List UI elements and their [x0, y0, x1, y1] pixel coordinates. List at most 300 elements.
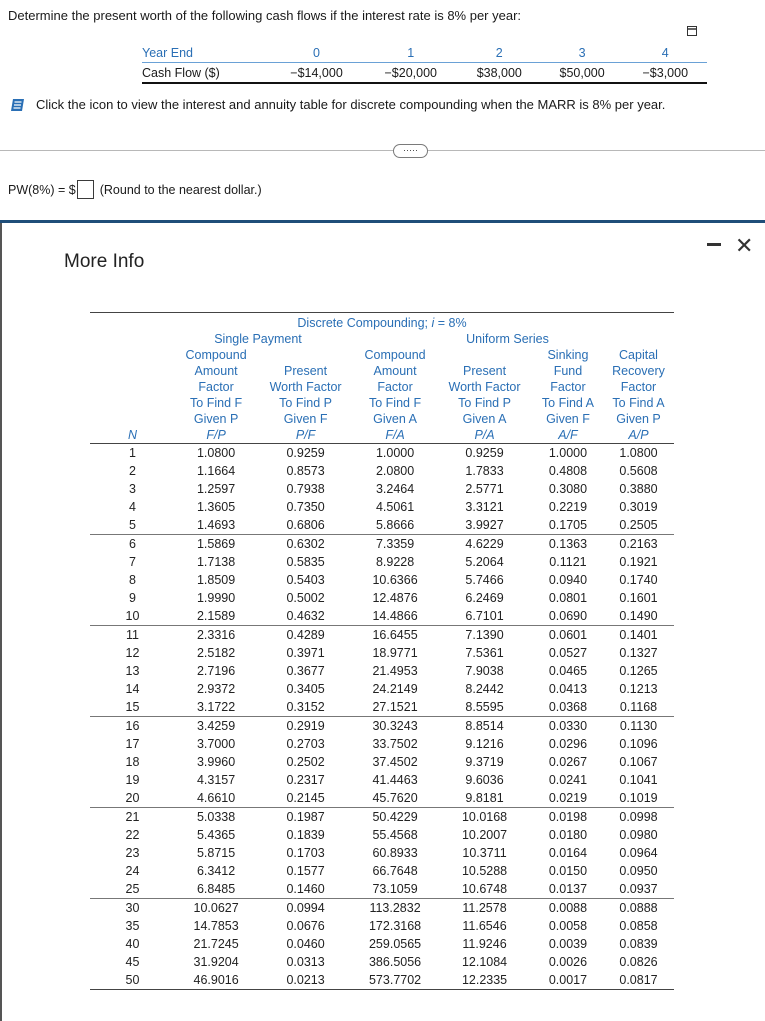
- factor-cell: 0.5835: [286, 555, 325, 569]
- answer-input[interactable]: [77, 180, 94, 199]
- column-header: F/P: [175, 427, 257, 444]
- column-header: Given A: [373, 412, 417, 426]
- column-header: Worth Factor: [448, 380, 521, 394]
- factor-cell: 0.5608: [619, 464, 658, 478]
- period-cell: 20: [125, 791, 140, 805]
- factor-cell: 12.2335: [436, 971, 533, 990]
- factor-cell: 0.0676: [286, 919, 325, 933]
- n-header: [90, 411, 175, 427]
- table-row: [90, 553, 674, 571]
- factor-cell: 0.1401: [603, 626, 674, 645]
- factor-cell: 46.9016: [175, 971, 257, 990]
- factor-cell: 37.4502: [372, 755, 418, 769]
- factor-cell: 0.0858: [619, 919, 658, 933]
- factor-cell: 0.2919: [257, 717, 354, 736]
- expand-button[interactable]: ·····: [393, 144, 428, 158]
- column-header: Given A: [462, 412, 507, 426]
- column-header: Recovery: [612, 364, 665, 378]
- factor-cell: 5.7466: [465, 573, 504, 587]
- factor-cell: 66.7648: [372, 864, 418, 878]
- factor-cell: 1.1664: [196, 464, 236, 478]
- factor-cell: 3.1722: [196, 700, 236, 714]
- dialog-title: More Info: [64, 251, 145, 272]
- column-header: Amount: [373, 364, 417, 378]
- close-icon[interactable]: ✕: [735, 233, 754, 258]
- factor-cell: 5.8666: [375, 518, 415, 532]
- factor-cell: 0.0980: [619, 828, 658, 842]
- factor-cell: 11.6546: [462, 919, 507, 933]
- table-row: [90, 935, 674, 953]
- factor-cell: 0.3880: [619, 482, 658, 496]
- factor-cell: 0.1168: [619, 700, 658, 714]
- factor-cell: 1.2597: [196, 482, 236, 496]
- period-cell: 7: [129, 555, 136, 569]
- period-cell: 23: [125, 846, 140, 860]
- factor-cell: 0.0994: [257, 899, 354, 918]
- factor-cell: 0.0601: [533, 626, 603, 645]
- period-cell: 2: [129, 464, 136, 478]
- factor-cell: 0.2163: [603, 535, 674, 554]
- factor-cell: 3.2464: [375, 482, 415, 496]
- table-row: [90, 717, 674, 736]
- factor-cell: 0.6302: [257, 535, 354, 554]
- answer-hint: (Round to the nearest dollar.): [99, 182, 262, 197]
- n-header: [90, 395, 175, 411]
- factor-cell: 0.5403: [286, 573, 325, 587]
- factor-cell: 0.0690: [548, 609, 588, 623]
- factor-cell: 30.3243: [354, 717, 436, 736]
- factor-cell: 33.7502: [372, 737, 418, 751]
- period-cell: 4: [129, 500, 136, 514]
- factor-cell: 0.1460: [286, 882, 325, 896]
- table-row: [90, 735, 674, 753]
- factor-cell: 0.6806: [286, 518, 325, 532]
- column-header: Given F: [283, 412, 328, 426]
- period-cell: 9: [129, 591, 136, 605]
- factor-cell: 8.2442: [465, 682, 504, 696]
- factor-cell: 0.0998: [603, 808, 674, 827]
- factor-cell: 11.9246: [462, 937, 507, 951]
- factor-cell: 0.0026: [548, 955, 588, 969]
- factor-cell: 1.0000: [375, 446, 415, 460]
- factor-cell: 0.0241: [548, 773, 588, 787]
- factor-cell: 1.8509: [196, 573, 236, 587]
- factor-cell: 4.6229: [436, 535, 533, 554]
- caption-prefix: Discrete Compounding;: [297, 316, 432, 330]
- year-cell: 3: [541, 43, 624, 63]
- factor-cell: 0.0330: [533, 717, 603, 736]
- factor-cell: 9.1216: [465, 737, 504, 751]
- column-header: Amount: [194, 364, 238, 378]
- period-cell: 25: [125, 882, 140, 896]
- factor-cell: 0.7938: [286, 482, 325, 496]
- factor-cell: 0.1327: [619, 646, 658, 660]
- period-cell: 30: [90, 899, 175, 918]
- period-cell: 5: [129, 518, 136, 532]
- factor-cell: 0.7350: [286, 500, 325, 514]
- factor-cell: 0.0017: [533, 971, 603, 990]
- factor-cell: 0.0198: [533, 808, 603, 827]
- period-cell: 6: [90, 535, 175, 554]
- table-row: [90, 844, 674, 862]
- factor-cell: 2.7196: [196, 664, 236, 678]
- column-header: Worth Factor: [269, 380, 342, 394]
- factor-cell: 0.1577: [286, 864, 325, 878]
- factor-cell: 5.4365: [196, 828, 236, 842]
- factor-cell: 9.6036: [465, 773, 504, 787]
- factor-cell: 2.9372: [196, 682, 236, 696]
- factor-cell: 0.3677: [286, 664, 325, 678]
- column-header: Factor: [377, 380, 413, 394]
- table-block: [90, 717, 674, 808]
- factor-cell: 73.1059: [372, 882, 418, 896]
- factor-cell: 9.8181: [465, 791, 504, 805]
- cash-flow-cell: −$3,000: [624, 63, 707, 84]
- table-caption: [90, 312, 674, 331]
- factor-cell: 0.1096: [619, 737, 658, 751]
- factor-cell: 1.4693: [196, 518, 236, 532]
- table-row: [90, 644, 674, 662]
- table-row: [90, 953, 674, 971]
- period-cell: 22: [125, 828, 140, 842]
- factor-cell: 0.0937: [619, 882, 658, 896]
- factor-cell: 10.6366: [372, 573, 418, 587]
- year-cell: 4: [624, 43, 707, 63]
- factor-cell: 2.1589: [196, 609, 236, 623]
- factor-cell: 0.1019: [619, 791, 658, 805]
- answer-prefix: PW(8%) = $: [8, 182, 76, 197]
- factor-cell: 3.3121: [465, 500, 504, 514]
- column-header: Present: [284, 364, 328, 378]
- factor-cell: 1.0800: [619, 446, 658, 460]
- period-cell: 19: [125, 773, 140, 787]
- factor-cell: 31.9204: [193, 955, 239, 969]
- factor-cell: 0.2145: [286, 791, 325, 805]
- column-header: To Find F: [369, 396, 422, 410]
- column-header: Given F: [546, 412, 590, 426]
- factor-cell: 7.9038: [465, 664, 504, 678]
- factor-cell: 1.7833: [465, 464, 504, 478]
- factor-cell: 14.4866: [372, 609, 418, 623]
- period-cell: 21: [90, 808, 175, 827]
- column-header: Present: [463, 364, 507, 378]
- column-header: Factor: [550, 380, 586, 394]
- table-row: [90, 607, 674, 626]
- column-header: Sinking: [547, 348, 589, 362]
- factor-cell: 0.2502: [286, 755, 325, 769]
- cash-flow-table: [142, 43, 707, 84]
- popout-icon[interactable]: [687, 26, 697, 36]
- factor-cell: 7.3359: [354, 535, 436, 554]
- factor-cell: 0.0801: [548, 591, 588, 605]
- factor-cell: 0.2505: [619, 518, 658, 532]
- table-row: [90, 680, 674, 698]
- factor-cell: 41.4463: [372, 773, 418, 787]
- table-row: [90, 662, 674, 680]
- factor-cell: 0.0058: [548, 919, 588, 933]
- factor-cell: 27.1521: [372, 700, 418, 714]
- column-header: Fund: [553, 364, 583, 378]
- group-single-payment: Single Payment: [214, 332, 302, 346]
- factor-cell: 0.1490: [619, 609, 658, 623]
- table-block: [90, 626, 674, 717]
- question-text: Determine the present worth of the following cash flows if the interest rate is 8% per year:: [8, 8, 522, 23]
- column-header: P/A: [436, 427, 533, 444]
- caption-variable: i: [431, 316, 435, 330]
- factor-cell: 8.8514: [436, 717, 533, 736]
- cash-flow-label: Cash Flow ($): [142, 63, 269, 84]
- cash-flow-row: [142, 63, 707, 84]
- table-row: [90, 753, 674, 771]
- table-block: [90, 899, 674, 990]
- factor-cell: 0.4632: [286, 609, 325, 623]
- table-row: [90, 808, 674, 827]
- factor-cell: 2.0800: [375, 464, 415, 478]
- table-row: [90, 771, 674, 789]
- year-label: Year End: [142, 43, 269, 63]
- factor-cell: 4.5061: [375, 500, 415, 514]
- factor-cell: 0.8573: [286, 464, 325, 478]
- factor-cell: 24.2149: [372, 682, 418, 696]
- factor-cell: 8.9228: [375, 555, 415, 569]
- factor-cell: 2.3316: [175, 626, 257, 645]
- factor-cell: 0.1705: [548, 518, 588, 532]
- table-block: [90, 808, 674, 899]
- table-row: [90, 826, 674, 844]
- factor-cell: 0.2317: [286, 773, 325, 787]
- table-block: [90, 444, 674, 535]
- cash-flow-cell: $38,000: [458, 63, 541, 84]
- factor-cell: 0.0219: [548, 791, 588, 805]
- answer-line: [8, 180, 262, 199]
- factor-cell: 0.1067: [619, 755, 658, 769]
- table-row: [90, 498, 674, 516]
- column-header: [257, 347, 354, 363]
- factor-cell: 172.3168: [368, 919, 422, 933]
- factor-cell: 7.1390: [436, 626, 533, 645]
- period-cell: 3: [129, 482, 136, 496]
- table-row: [90, 444, 674, 463]
- factor-cell: 0.1839: [286, 828, 325, 842]
- table-row: [90, 462, 674, 480]
- factor-cell: 2.5182: [196, 646, 236, 660]
- factor-cell: 60.8933: [372, 846, 418, 860]
- section-divider: [0, 150, 765, 151]
- factor-cell: 0.4289: [257, 626, 354, 645]
- factor-cell: 0.0839: [619, 937, 658, 951]
- table-row: [90, 626, 674, 645]
- factor-cell: 1.3605: [196, 500, 236, 514]
- column-header: P/F: [257, 427, 354, 444]
- factor-cell: 8.5595: [465, 700, 504, 714]
- group-header-row: [90, 331, 674, 347]
- factor-cell: 5.8715: [196, 846, 236, 860]
- factor-cell: 0.0817: [603, 971, 674, 990]
- factor-cell: 0.0368: [548, 700, 588, 714]
- minimize-icon[interactable]: [707, 243, 721, 246]
- table-row: [90, 698, 674, 717]
- column-header: To Find F: [190, 396, 243, 410]
- factor-cell: 113.2832: [354, 899, 436, 918]
- factor-cell: 0.0964: [619, 846, 658, 860]
- factor-cell: 0.3080: [548, 482, 588, 496]
- factor-cell: 0.2703: [286, 737, 325, 751]
- factor-cell: 11.2578: [436, 899, 533, 918]
- factor-cell: 18.9771: [372, 646, 418, 660]
- period-cell: 8: [129, 573, 136, 587]
- factor-cell: 12.1084: [461, 955, 508, 969]
- factor-cell: 0.0296: [548, 737, 588, 751]
- factor-cell: 45.7620: [372, 791, 418, 805]
- factor-cell: 0.0267: [548, 755, 588, 769]
- factor-cell: 3.9927: [465, 518, 504, 532]
- factor-cell: 0.0888: [603, 899, 674, 918]
- header-row: [90, 363, 674, 379]
- column-header: A/F: [533, 427, 603, 444]
- column-header: To Find P: [458, 396, 511, 410]
- column-header: Compound: [364, 348, 426, 362]
- factor-cell: 573.7702: [354, 971, 436, 990]
- period-cell: 40: [125, 937, 140, 951]
- factor-cell: 10.6748: [461, 882, 508, 896]
- table-row: [90, 862, 674, 880]
- n-header: N: [90, 427, 175, 444]
- factor-cell: 0.1121: [549, 555, 587, 569]
- column-header: Factor: [620, 380, 657, 394]
- factor-cell: 0.0313: [286, 955, 325, 969]
- factor-cell: 1.5869: [175, 535, 257, 554]
- factor-cell: 0.3971: [286, 646, 325, 660]
- factor-cell: 1.7138: [196, 555, 236, 569]
- header-row: [90, 427, 674, 444]
- factor-cell: 9.3719: [465, 755, 504, 769]
- factor-cell: 0.0413: [548, 682, 588, 696]
- factor-cell: 0.1740: [619, 573, 658, 587]
- table-row: [90, 535, 674, 554]
- factor-cell: 1.0800: [196, 446, 236, 460]
- table-row: [90, 571, 674, 589]
- factor-cell: 21.4953: [372, 664, 418, 678]
- factor-cell: 5.0338: [175, 808, 257, 827]
- table-block: [90, 535, 674, 626]
- factor-cell: 2.5771: [465, 482, 504, 496]
- table-row: [90, 917, 674, 935]
- table-row: [90, 971, 674, 990]
- table-row: [90, 880, 674, 899]
- factor-cell: 10.5288: [461, 864, 508, 878]
- factor-cell: 4.6610: [196, 791, 236, 805]
- period-cell: 45: [125, 955, 140, 969]
- factor-cell: 10.0627: [175, 899, 257, 918]
- book-icon[interactable]: [10, 98, 26, 112]
- factor-cell: 0.1041: [619, 773, 658, 787]
- interest-table-container: [90, 312, 674, 990]
- period-cell: 14: [125, 682, 140, 696]
- factor-cell: 0.0826: [619, 955, 658, 969]
- interest-table: [90, 347, 674, 990]
- factor-cell: 0.0180: [548, 828, 588, 842]
- factor-cell: 10.3711: [462, 846, 507, 860]
- factor-cell: 1.0000: [548, 446, 588, 460]
- factor-cell: 0.5002: [286, 591, 325, 605]
- factor-cell: 0.4808: [548, 464, 588, 478]
- factor-cell: 0.1265: [619, 664, 658, 678]
- n-header: [90, 379, 175, 395]
- factor-cell: 0.0527: [548, 646, 588, 660]
- factor-cell: 0.0137: [548, 882, 588, 896]
- column-header: A/P: [603, 427, 674, 444]
- factor-cell: 16.6455: [354, 626, 436, 645]
- year-cell: 1: [364, 43, 458, 63]
- factor-cell: 0.9259: [286, 446, 325, 460]
- n-header: [90, 363, 175, 379]
- factor-cell: 6.2469: [465, 591, 504, 605]
- factor-cell: 5.2064: [465, 555, 504, 569]
- factor-cell: 0.0213: [257, 971, 354, 990]
- factor-cell: 14.7853: [193, 919, 239, 933]
- factor-cell: 0.3152: [286, 700, 325, 714]
- factor-cell: 55.4568: [372, 828, 418, 842]
- period-cell: 24: [125, 864, 140, 878]
- factor-cell: 6.7101: [465, 609, 504, 623]
- period-cell: 10: [125, 609, 140, 623]
- year-cell: 2: [458, 43, 541, 63]
- factor-cell: 0.0039: [548, 937, 588, 951]
- column-header: To Find P: [279, 396, 332, 410]
- factor-cell: 0.1130: [603, 717, 674, 736]
- factor-cell: 0.3405: [286, 682, 325, 696]
- column-header: Given P: [616, 412, 661, 426]
- info-line: [10, 97, 665, 112]
- factor-cell: 0.0460: [286, 937, 325, 951]
- factor-cell: 0.1987: [257, 808, 354, 827]
- factor-cell: 0.3019: [619, 500, 658, 514]
- period-cell: 15: [125, 700, 140, 714]
- factor-cell: 0.0150: [548, 864, 588, 878]
- period-cell: 13: [125, 664, 140, 678]
- table-row: [90, 589, 674, 607]
- factor-cell: 12.4876: [372, 591, 418, 605]
- caption-suffix: = 8%: [434, 316, 467, 330]
- period-cell: 18: [125, 755, 140, 769]
- factor-cell: 386.5056: [368, 955, 422, 969]
- header-row: [90, 347, 674, 363]
- table-row: [90, 899, 674, 918]
- factor-cell: 0.2219: [548, 500, 588, 514]
- factor-cell: 0.1703: [286, 846, 325, 860]
- n-header: [90, 347, 175, 363]
- column-header: To Find A: [612, 396, 665, 410]
- period-cell: 11: [90, 626, 175, 645]
- table-row: [90, 516, 674, 535]
- factor-cell: 3.9960: [196, 755, 236, 769]
- factor-cell: 6.8485: [196, 882, 236, 896]
- factor-cell: 259.0565: [368, 937, 422, 951]
- header-row: [90, 411, 674, 427]
- column-header: [436, 347, 533, 363]
- factor-cell: 0.0465: [548, 664, 588, 678]
- factor-cell: 4.3157: [196, 773, 236, 787]
- factor-cell: 1.9990: [196, 591, 236, 605]
- factor-cell: 7.5361: [465, 646, 504, 660]
- info-text: Click the icon to view the interest and annuity table for discrete compounding when the MARR is 8% per year.: [36, 97, 666, 112]
- factor-cell: 0.0950: [619, 864, 658, 878]
- factor-cell: 21.7245: [193, 937, 239, 951]
- factor-cell: 0.1601: [619, 591, 658, 605]
- factor-cell: 0.1921: [619, 555, 658, 569]
- column-header: Compound: [185, 348, 247, 362]
- column-header: Capital: [619, 348, 658, 362]
